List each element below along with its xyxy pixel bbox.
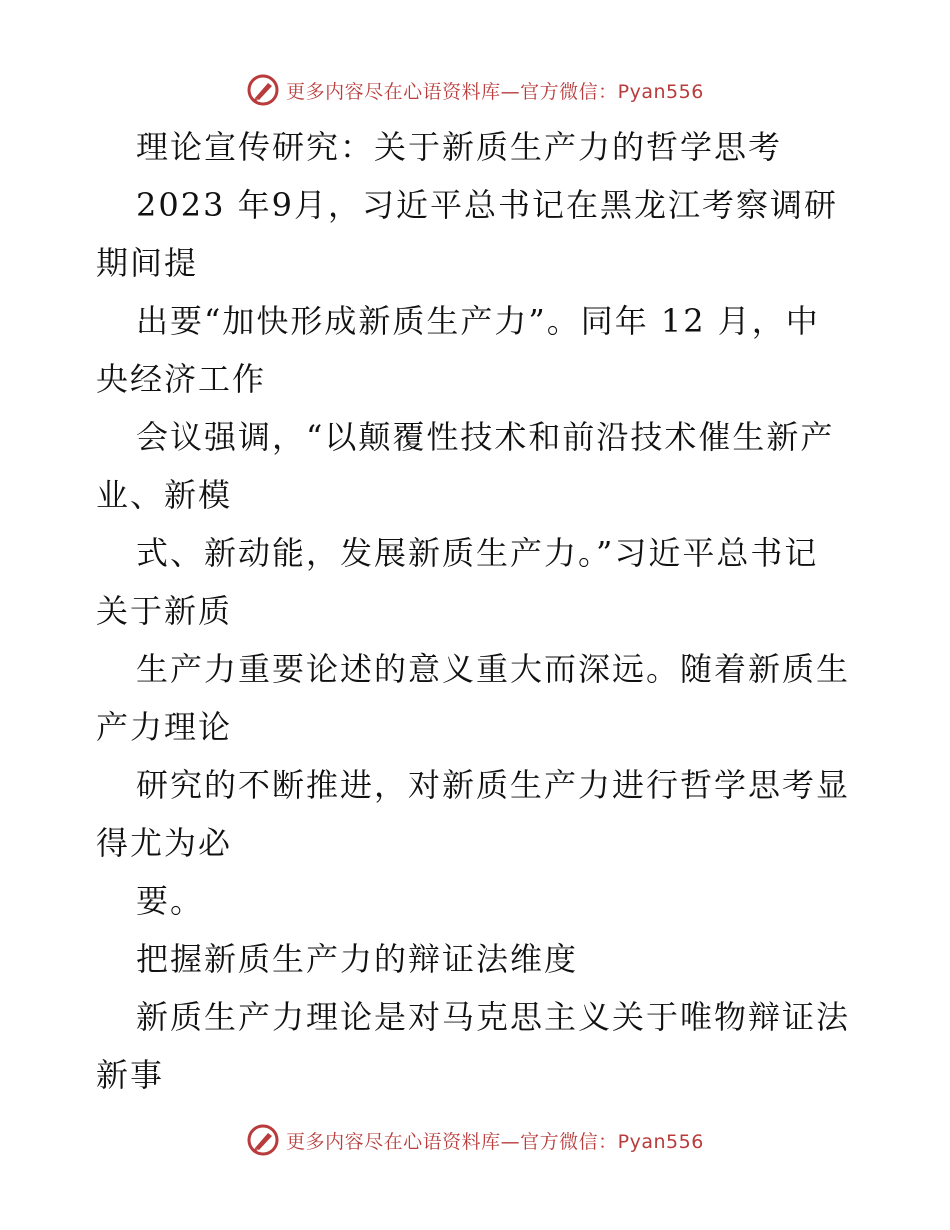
text-line: 新质生产力理论是对马克思主义关于唯物辩证法 xyxy=(136,998,851,1036)
text-line: 产力理论 xyxy=(96,708,233,746)
text-line: 央经济工作 xyxy=(96,360,267,398)
text-line: 式、新动能，发展新质生产力。”习近平总书记 xyxy=(136,534,819,572)
text-line: 把握新质生产力的辩证法维度 xyxy=(136,940,579,978)
text-line: 生产力重要论述的意义重大而深远。随着新质生 xyxy=(136,650,851,688)
text-line: 要。 xyxy=(136,882,205,920)
text-line: 理论宣传研究：关于新质生产力的哲学思考 xyxy=(136,128,783,166)
text-line: 研究的不断推进，对新质生产力进行哲学思考显 xyxy=(136,766,851,804)
text-line: 关于新质 xyxy=(96,592,233,630)
watermark-text: 更多内容尽在心语资料库—官方微信：Pyan556 xyxy=(286,80,704,103)
pen-in-circle-icon xyxy=(246,73,280,107)
text-line: 业、新模 xyxy=(96,476,233,514)
pen-in-circle-icon xyxy=(246,1123,280,1157)
text-line: 出要“加快形成新质生产力”。同年 12 月，中 xyxy=(136,302,820,340)
text-line: 新事 xyxy=(96,1056,165,1094)
text-line: 2023 年9月，习近平总书记在黑龙江考察调研 xyxy=(136,186,838,224)
text-line: 会议强调，“以颠覆性技术和前沿技术催生新产 xyxy=(136,418,835,456)
watermark-header xyxy=(0,70,950,110)
document-body xyxy=(96,118,856,1104)
text-line: 期间提 xyxy=(96,244,199,282)
watermark-text: 更多内容尽在心语资料库—官方微信：Pyan556 xyxy=(286,1130,704,1153)
watermark-footer xyxy=(0,1120,950,1160)
text-line: 得尤为必 xyxy=(96,824,233,862)
